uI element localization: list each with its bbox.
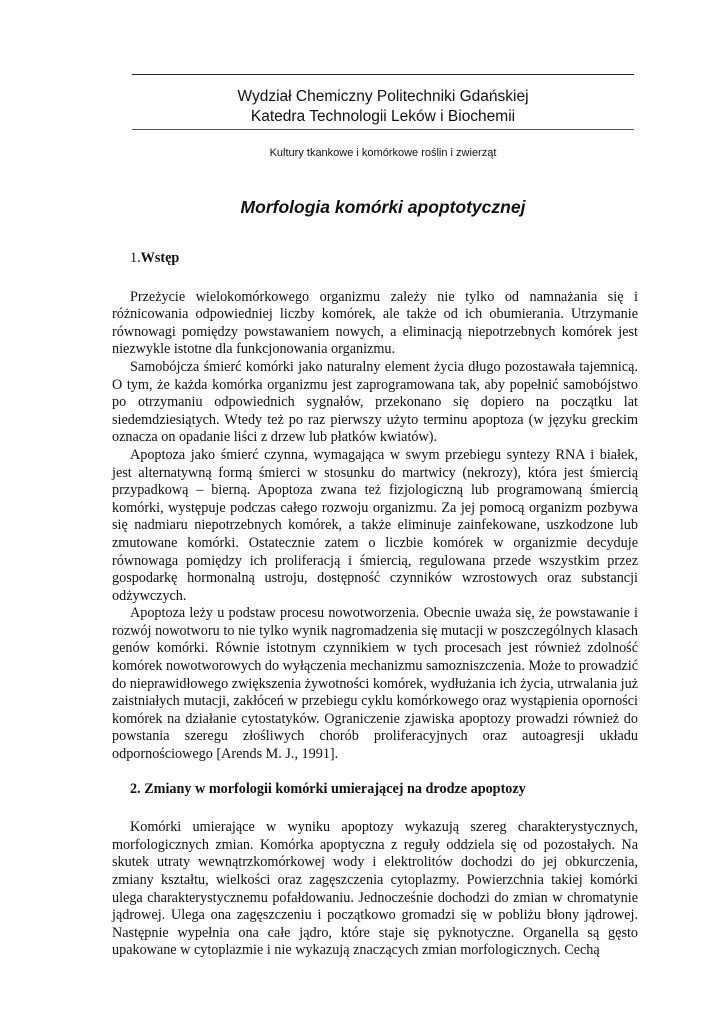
course-subtitle: Kultury tkankowe i komórkowe roślin i zwierząt — [269, 147, 497, 159]
document-body — [112, 250, 638, 960]
header-rule — [132, 129, 634, 130]
faculty-name: Wydział Chemiczny Politechniki Gdańskiej — [237, 88, 529, 105]
section-1-title: Wstęp — [140, 250, 180, 266]
section-1-heading — [112, 250, 638, 268]
section-1-number: 1. — [130, 250, 141, 266]
paragraph: Apoptoza leży u podstaw procesu nowotworzenia. Obecnie uważa się, że powstawanie i rozwój nowotworu to nie tylko wynik nagromadzenia się mutacji w poszczególnych klasach genów komórki. Równie istotnym czynnikiem w tych procesach jest również zdolność komórek nowotworowych do wyłączenia mechanizmu samozniszczenia. Może to prowadzić do nieprawidłowego zwiększenia żywotności komórek, wydłużania ich życia, utrwalania już zaistniałych mutacji, zakłóceń w przebiegu cyklu komórkowego oraz wystąpienia oporności komórek na działanie cytostatyków. Ograniczenie zjawiska apoptozy prowadzi również do powstania szeregu złośliwych chorób proliferacyjnych oraz autoagresji układu odpornościowego [Arends M. J., 1991]. — [112, 605, 638, 763]
department-name: Katedra Technologii Leków i Biochemii — [250, 108, 516, 125]
paragraph: Przeżycie wielokomórkowego organizmu zależy nie tylko od namnażania się i różnicowania odpowiedniej liczby komórek, ale także od ich obumierania. Utrzymanie równowagi pomiędzy powstawaniem nowych, a eliminacją niepotrzebnych komórek jest niezwykle istotne dla funkcjonowania organizmu. — [112, 288, 638, 358]
paragraph: Samobójcza śmierć komórki jako naturalny element życia długo pozostawała tajemnicą. O tym, że każda komórka organizmu jest zaprogramowana tak, aby popełnić samobójstwo po otrzymaniu odpowiednich sygnałów, przekonano się dopiero na początku lat siedemdziesiątych. Wtedy też po raz pierwszy użyto terminu apoptoza (w języku greckim oznacza on opadanie liści z drzew lub płatków kwiatów). — [112, 358, 638, 446]
paragraph: Komórki umierające w wyniku apoptozy wykazują szereg charakterystycznych, morfologicznych zmian. Komórka apoptyczna z reguły oddziela się od pozostałych. Na skutek utraty wewnątrzkomórkowej wody i elektrolitów dochodzi do jej obkurczenia, zmiany kształtu, wielkości oraz zagęszczenia cytoplazmy. Powierzchnia takiej komórki ulega charakterystycznemu pofałdowaniu. Jednocześnie dochodzi do zmian w chromatynie jądrowej. Ulega ona zagęszczeniu i początkowo gromadzi się w pobliżu błony jądrowej. Następnie wypełnia ona całe jądro, które staje się pyknotyczne. Organella są gęsto upakowane w cytoplazmie i nie wykazują znaczących zmian morfologicznych. Cechą — [112, 819, 638, 959]
section-2-heading: 2. Zmiany w morfologii komórki umierającej na drodze apoptozy — [130, 780, 526, 797]
paragraph: Apoptoza jako śmierć czynna, wymagająca w swym przebiegu syntezy RNA i białek, jest alternatywną formą śmierci w stosunku do martwicy (nekrozy), która jest śmiercią przypadkową – bierną. Apoptoza zwana też fizjologiczną lub programowaną śmiercią komórki, występuje podczas całego rozwoju organizmu. Za jej pomocą organizm pozbywa się nadmiaru niepotrzebnych komórek, a także eliminuje zainfekowane, uszkodzone lub zmutowane komórki. Ostatecznie zatem o liczbie komórek w organizmie decyduje równowaga pomiędzy ich proliferacją i śmiercią, regulowana przede wszystkim przez gospodarkę hormonalną ustroju, dostępność czynników wzrostowych oraz substancji odżywczych. — [112, 446, 638, 604]
top-rule — [132, 74, 634, 75]
document-title: Morfologia komórki apoptotycznej — [240, 197, 526, 217]
